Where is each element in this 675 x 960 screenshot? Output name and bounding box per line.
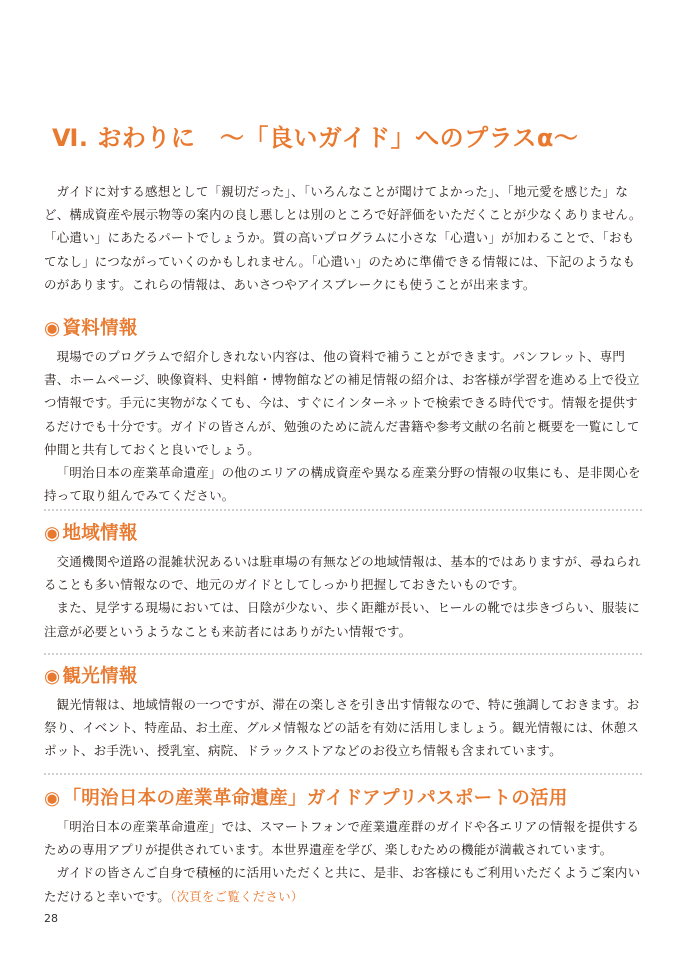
- section-kanko: [44, 664, 644, 763]
- section-paragraph: 現場でのプログラムで紹介しきれない内容は、他の資料で補うことができます。パンフレット、専門書、ホームページ、映像資料、史料館・博物館などの補足情報の紹介は、お客様が学習を進める上で役立つ情報です。手元に実物がなくても、今は、すぐにインターネットで検索できる時代です。情報を提供するだけでも十分です。ガイドの皆さんが、勉強のために読んだ書籍や参考文献の名前と概要を一覧にして仲間と共有しておくと良いでしょう。: [44, 349, 640, 457]
- section-paragraph: [44, 861, 644, 907]
- section-paragraph: 「明治日本の産業革命遺産」の他のエリアの構成資産や異なる産業分野の情報の収集にも、是非関心を持って取り組んでみてください。: [44, 465, 641, 504]
- section-paragraph: 交通機関や道路の混雑状況あるいは駐車場の有無などの地域情報は、基本的ではありますが、尋ねられることも多い情報なので、地元のガイドとしてしっかり把握しておきたいものです。: [44, 554, 641, 593]
- section-heading-label: 観光情報: [62, 666, 138, 687]
- bullet-icon: ◉: [44, 788, 61, 809]
- section-heading-label: 資料情報: [62, 318, 138, 339]
- section-app: [44, 786, 644, 908]
- section-heading: [44, 786, 644, 812]
- next-page-note: （次頁をご覧ください）: [170, 888, 304, 904]
- section-paragraph-text: ガイドの皆さんご自身で積極的に活用いただくと共に、是非、お客様にもご利用いただくようご案内いただけると幸いです。: [44, 865, 641, 904]
- page-number: 28: [44, 912, 58, 925]
- bullet-icon: ◉: [44, 523, 61, 544]
- section-divider: [44, 653, 642, 655]
- section-chiiki: [44, 521, 644, 643]
- section-shiryo: [44, 316, 644, 507]
- section-heading: [44, 664, 644, 690]
- section-heading-label: 「明治日本の産業革命遺産」ガイドアプリパスポートの活用: [62, 788, 568, 809]
- section-paragraph: 観光情報は、地域情報の一つですが、滞在の楽しさを引き出す情報なので、特に強調しておきます。お祭り、イベント、特産品、お土産、グルメ情報などの話を有効に活用しましょう。観光情報には、休憩スポット、お手洗い、授乳室、病院、ドラックストアなどのお役立ち情報も含まれています。: [44, 697, 640, 759]
- intro-text: [44, 180, 644, 296]
- section-divider: [44, 509, 642, 511]
- page-title: Ⅵ. おわりに ～「良いガイド」へのプラスα～: [52, 124, 579, 152]
- section-heading-label: 地域情報: [62, 523, 138, 544]
- section-heading: [44, 316, 644, 342]
- section-heading: [44, 521, 644, 547]
- section-paragraph: また、見学する現場においては、日陰が少ない、歩く距離が長い、ヒールの靴では歩きづらい、服装に注意が必要というようなことも来訪者にはありがたい情報です。: [44, 600, 640, 639]
- section-paragraph: 「明治日本の産業革命遺産」では、スマートフォンで産業遺産群のガイドや各エリアの情報を提供するための専用アプリが提供されています。本世界遺産を学び、楽しむための機能が満載されています。: [44, 819, 640, 858]
- bullet-icon: ◉: [44, 666, 61, 687]
- intro-paragraph: ガイドに対する感想として「親切だった」、「いろんなことが聞けてよかった」、「地元愛を感じた」など、構成資産や展示物等の案内の良し悪しとは別のところで好評価をいただくことが少なくありません。「心遣い」にあたるパートでしょうか。質の高いプログラムに小さな「心遣い」が加わることで、「おもてなし」につながっていくのかもしれません。「心遣い」のために準備できる情報には、下記のようなものがあります。これらの情報は、あいさつやアイスブレークにも使うことが出来ます。: [44, 184, 642, 292]
- section-divider: [44, 773, 642, 775]
- bullet-icon: ◉: [44, 318, 61, 339]
